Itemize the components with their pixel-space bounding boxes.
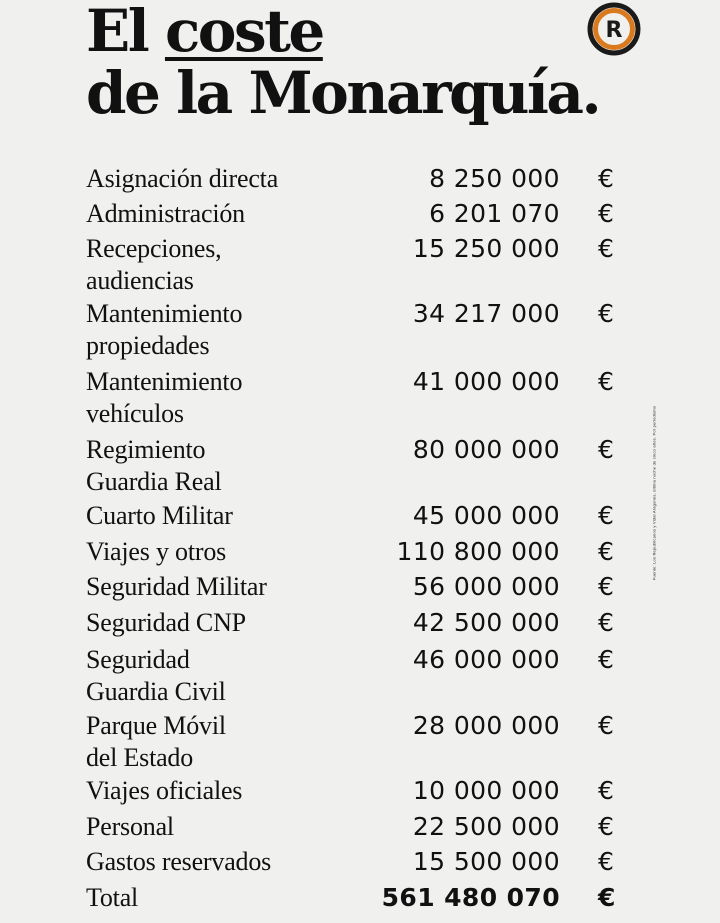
row-label-line: propiedades bbox=[86, 331, 210, 360]
currency-symbol: € bbox=[598, 847, 614, 876]
currency-symbol: € bbox=[598, 367, 614, 396]
row-label bbox=[86, 644, 376, 708]
row-label bbox=[86, 298, 376, 362]
row-label bbox=[86, 163, 376, 195]
row-label-line: Recepciones, bbox=[86, 234, 222, 263]
row-amount: 46 000 000 bbox=[412, 645, 560, 674]
row-label-line: Seguridad CNP bbox=[86, 608, 246, 637]
row-amount: 80 000 000 bbox=[412, 435, 560, 464]
logo-letter: R bbox=[605, 18, 623, 43]
row-label bbox=[86, 366, 376, 430]
title-word-coste: coste bbox=[164, 0, 323, 65]
currency-symbol: € bbox=[598, 776, 614, 805]
row-amount: 41 000 000 bbox=[412, 367, 560, 396]
row-label bbox=[86, 233, 376, 297]
currency-symbol: € bbox=[598, 645, 614, 674]
currency-symbol: € bbox=[598, 501, 614, 530]
row-label-line: Mantenimiento bbox=[86, 299, 243, 328]
side-credit-text: Fuente: Los Republicanos y Vidal Aragonés, última noche de cinco años. Por periodismo bbox=[651, 405, 657, 581]
row-label-line: Gastos reservados bbox=[86, 847, 272, 876]
side-credit bbox=[651, 352, 657, 634]
row-amount: 45 000 000 bbox=[412, 501, 560, 530]
row-amount: 22 500 000 bbox=[412, 812, 560, 841]
currency-symbol: € bbox=[598, 234, 614, 263]
row-label bbox=[86, 775, 376, 807]
row-label-line: Parque Móvil bbox=[86, 711, 226, 740]
row-label bbox=[86, 607, 376, 639]
row-amount: 110 800 000 bbox=[396, 537, 560, 566]
row-label bbox=[86, 536, 376, 568]
row-label-line: vehículos bbox=[86, 399, 184, 428]
row-amount: 28 000 000 bbox=[412, 711, 560, 740]
row-label-line: Viajes oficiales bbox=[86, 776, 243, 805]
currency-symbol: € bbox=[598, 299, 614, 328]
row-label-line: Regimiento bbox=[86, 435, 206, 464]
row-label-line: Guardia Civil bbox=[86, 677, 226, 706]
row-label-line: Personal bbox=[86, 812, 174, 841]
currency-symbol: € bbox=[598, 435, 614, 464]
currency-symbol: € bbox=[598, 199, 614, 228]
row-amount: 15 500 000 bbox=[412, 847, 560, 876]
row-label bbox=[86, 846, 376, 878]
currency-symbol: € bbox=[598, 537, 614, 566]
row-label-line: Guardia Real bbox=[86, 467, 222, 496]
currency-symbol: € bbox=[598, 812, 614, 841]
row-label bbox=[86, 571, 376, 603]
row-label-line: Cuarto Militar bbox=[86, 501, 233, 530]
row-label bbox=[86, 710, 376, 774]
currency-symbol: € bbox=[598, 572, 614, 601]
row-amount: 10 000 000 bbox=[412, 776, 560, 805]
row-label-line: Administración bbox=[86, 199, 245, 228]
row-amount: 56 000 000 bbox=[412, 572, 560, 601]
row-label bbox=[86, 500, 376, 532]
currency-symbol: € bbox=[598, 883, 616, 912]
currency-symbol: € bbox=[598, 711, 614, 740]
row-label-line: Mantenimiento bbox=[86, 367, 243, 396]
row-label-line: del Estado bbox=[86, 743, 194, 772]
row-label bbox=[86, 811, 376, 843]
row-label-line: Asignación directa bbox=[86, 164, 279, 193]
row-amount: 8 250 000 bbox=[429, 164, 560, 193]
title-word-el: El bbox=[86, 0, 148, 65]
row-label bbox=[86, 434, 376, 498]
row-label-line: audiencias bbox=[86, 266, 194, 295]
row-label-line: Viajes y otros bbox=[86, 537, 227, 566]
total-label: Total bbox=[86, 883, 139, 912]
row-amount: 34 217 000 bbox=[412, 299, 560, 328]
row-label-line: Seguridad bbox=[86, 645, 190, 674]
row-amount: 6 201 070 bbox=[429, 199, 560, 228]
title-line-2: de la Monarquía. bbox=[86, 59, 600, 127]
row-label bbox=[86, 198, 376, 230]
row-label-line: Seguridad Militar bbox=[86, 572, 267, 601]
currency-symbol: € bbox=[598, 164, 614, 193]
row-amount: 42 500 000 bbox=[412, 608, 560, 637]
total-amount: 561 480 070 bbox=[381, 883, 560, 912]
row-amount: 15 250 000 bbox=[412, 234, 560, 263]
currency-symbol: € bbox=[598, 608, 614, 637]
